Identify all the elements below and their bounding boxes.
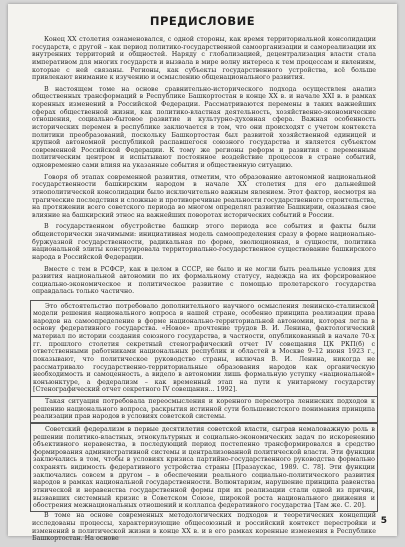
paragraph: В томе на основе современных методологических подходов и теоретических концепций исследованы процессы, характеризующие общесоюзный и российский контекст перестройки и изменений в политической жизни в конце XX в. и в его рамках коренные изменения в Республике Башкортостан. На основе	[32, 512, 376, 543]
paragraph-boxed: Советский федерализм в первые десятилетия советской власти, сыграв немаловажную роль в решении политико-властных, этнокультурных и социально-экономических задач по искоренению объективного неравенства, в последующий период постепенно трансформировался в средство формирования административной системы и централизованной политической власти. Эти функции заключались в том, чтобы в условиях кризиса партийно-государственного руководства формально сохранять видимость федеративного устройства страны [Празаускас, 1989. С. 78]. Эти функции заключались совсем в другом – в обеспечении реального социально-политического развития народов в рамках национальной государственности. Волюнтаризм, нарушение принципа равенства этнической и неравенства государственной формы при их реализации стали одной из причин, вызвавших системный кризис в Советском Союзе, широкой роста национального движения и обострения межнациональных отношений и коллапса федеративного государства [Там же. С. 20].	[30, 423, 378, 512]
paragraph: В государственном обустройстве башкир этого периода все события и факты были общеисторически значимыми: инициативная модель самоопределения сразу в форме национально-буржуазной государственности, радикальная по форме, эволюционная, в сущности, политика национальной элиты конструировала территориально-государственное существование башкирского народа в Российской Федерации.	[32, 223, 376, 261]
document-page	[8, 4, 397, 543]
paragraph-boxed: Это обстоятельство потребовало дополнительного научного осмысления ленинско-сталинской модели решения национального вопроса в нашей стране, особенно принципа реализации права народов на самоопределение в форме национально-территориальной автономии, которая легла в основу федеративного государства. «Новое» прочтение трудов В. И. Ленина, фактологический материал по истории создания союзного государства, в частности, опубликованный в начале 70-х гг. прошлого столетия секретный стенографический отчет IV совещания ЦК РКП(б) с ответственными работниками национальных республик и областей в Москве 9–12 июня 1923 г., показывают, что политическое руководство страны, включая В. И. Ленина, никогда не рассматривало государственно-территориальные образования народов как органическую необходимость и самоценность, а видело в автономии лишь формальную уступку «национальной» конъюнктуре, а федерализм – как временный этап на пути к унитарному государству [Стенографический отчет секретного IV совещания... 1992].	[30, 300, 378, 396]
paragraph: Говоря об этапах современной развития, отметим, что образование автономной национальной государственности башкирским народом в начале XX столетия для его дальнейшей этнополитической консолидации было исключительно важным явлением. Этот фактор, несмотря на трагические последствия и сложные и противоречивые реальности государственного строительства, на протяжении всего советского периода во многом определял развитие Башкирии, оказывая свое влияние на башкирский этнос на важнейших поворотах исторических событий в России.	[32, 173, 376, 219]
page-body	[32, 36, 376, 547]
paragraph: Вместе с тем в РСФСР, как в целом в СССР, не было и не могли быть реальные условия для развития национальной автономии по их формальному статусу, надежда на их форсированное социально-экономическое и политическое развитие с помощью пролетарского государства оправдалась только частично.	[32, 265, 376, 296]
paragraph: Конец XX столетия ознаменовался, с одной стороны, как время территориальной консолидации государств, с другой – как период политико-государственной самоорганизации и самореализации их внутренних территорий и общностей. Наряду с глобализацией, децентрализация власти стала императивом для многих государств и вызвала в мире волну интереса к тем процессам и явлениям, которые с ней связаны. Регионы, как субъекты государственного устройства, всё больше привлекают внимание к изучению и осмыслению общенационального развития.	[32, 36, 376, 82]
paragraph-boxed: Такая ситуация потребовала переосмысления и коренного пересмотра ленинских подходов к решению национального вопроса, раскрытия истинной сути большевистского понимания принципа реализации прав народов в условиях советской системы.	[30, 396, 378, 424]
page-title: ПРЕДИСЛОВИЕ	[149, 14, 256, 28]
page-number: 5	[380, 516, 387, 526]
paragraph: В настоящем томе на основе сравнительно-исторического подхода осуществлен анализ общественных трансформаций в Республике Башкортостан в конце XX в. и начале XXI в. в рамках коренных изменений в Российской Федерации. Рассматриваются перемены в таких важнейших сферах общественной жизни, как политико-властная деятельность, хозяйственно-экономические отношения, социально-бытовое развитие и культурно-духовная сфера. Важная особенность исторических перемен в республике заключается в том, что они происходят с учетом контекста политики преобразований, поскольку Башкортостан был развитой хозяйственной единицей и крупной автономной республикой распавшегося союзного государства и является субъектом современной Российской Федерации. К тому же регионы реформ и развития с переменным политическим центром и испытывают постоянное воздействие процессов в стране событий, одновременно сами влияя на указанные события и общественную ситуацию.	[32, 85, 376, 169]
